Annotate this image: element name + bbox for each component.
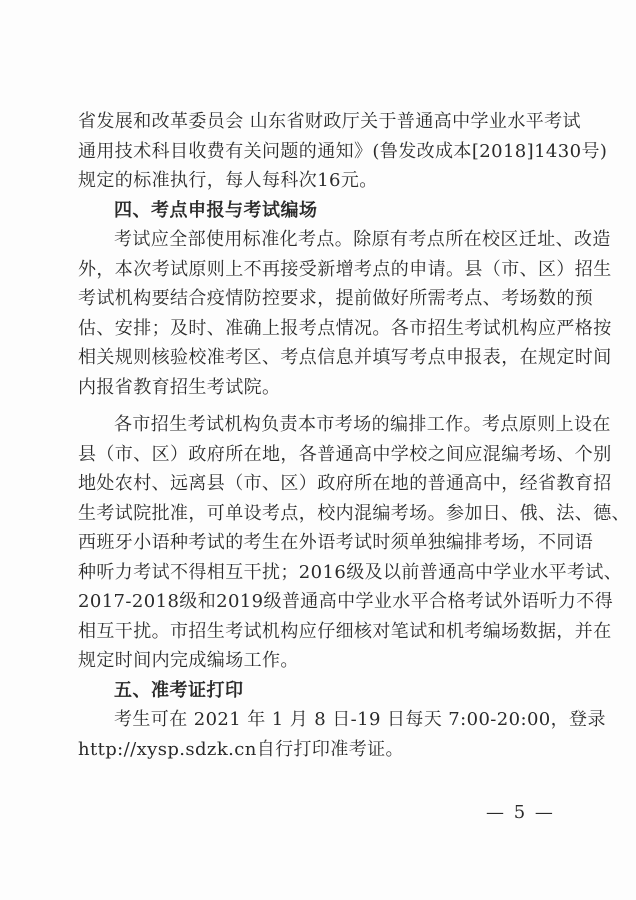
- page-number: — 5 —: [486, 802, 555, 823]
- text-line: 外，本次考试原则上不再接受新增考点的申请。县（市、区）招生: [78, 258, 612, 280]
- text-line: 县（市、区）政府所在地，各普通高中学校之间应混编考场、个别: [78, 443, 612, 465]
- text-line: 西班牙小语种考试的考生在外语考试时须单独编排考场，不同语: [78, 532, 594, 553]
- paragraph-gap: [78, 402, 578, 410]
- text-line: 考试机构要结合疫情防控要求，提前做好所需考点、考场数的预: [78, 288, 594, 309]
- text-line: 相互干扰。市招生考试机构应仔细核对笔试和机考编场数据，并在: [78, 620, 612, 642]
- paragraph-admission-ticket: [78, 705, 606, 764]
- text-line: 各市招生考试机构负责本市考场的编排工作。考点原则上设在: [114, 414, 611, 435]
- text-line: 地处农村、远离县（市、区）政府所在地的普通高中，经省教育招: [78, 473, 612, 494]
- text-line: 考试应全部使用标准化考点。除原有考点所在校区迁址、改造: [114, 229, 611, 250]
- paragraph-fee-standard: [78, 107, 608, 196]
- text-line: 估、安排；及时、准确上报考点情况。各市招生考试机构应严格按: [78, 317, 612, 339]
- text-line: http://xysp.sdzk.cn自行打印准考证。: [78, 738, 404, 760]
- text-line: 通用技术科目收费有关问题的通知》(鲁发改成本[2018]1430号): [78, 140, 608, 162]
- text-line: 相关规则核验校准考区、考点信息并填写考点申报表，在规定时间: [78, 347, 612, 368]
- text-line: 生考试院批准，可单设考点，校内混编考场。参加日、俄、法、德、: [78, 502, 630, 524]
- paragraph-exam-room-arrangement: [78, 410, 630, 676]
- text-line: 考生可在 2021 年 1 月 8 日-19 日每天 7:00-20:00，登录: [114, 709, 606, 730]
- text-line: 规定时间内完成编场工作。: [78, 650, 299, 671]
- text-line: 内报省教育招生考试院。: [78, 376, 281, 398]
- text-line: 规定的标准执行，每人每科次16元。: [78, 170, 378, 191]
- section-heading-4: 四、考点申报与考试编场: [114, 199, 318, 221]
- section-heading-5: 五、准考证打印: [114, 679, 244, 701]
- document-body: [78, 107, 630, 764]
- text-line: 2017-2018级和2019级普通高中学业水平合格考试外语听力不得: [78, 591, 614, 612]
- text-line: 种听力考试不得相互干扰；2016级及以前普通高中学业水平考试、: [78, 561, 623, 583]
- paragraph-test-sites: [78, 225, 612, 402]
- text-line: 省发展和改革委员会 山东省财政厅关于普通高中学业水平考试: [78, 111, 581, 132]
